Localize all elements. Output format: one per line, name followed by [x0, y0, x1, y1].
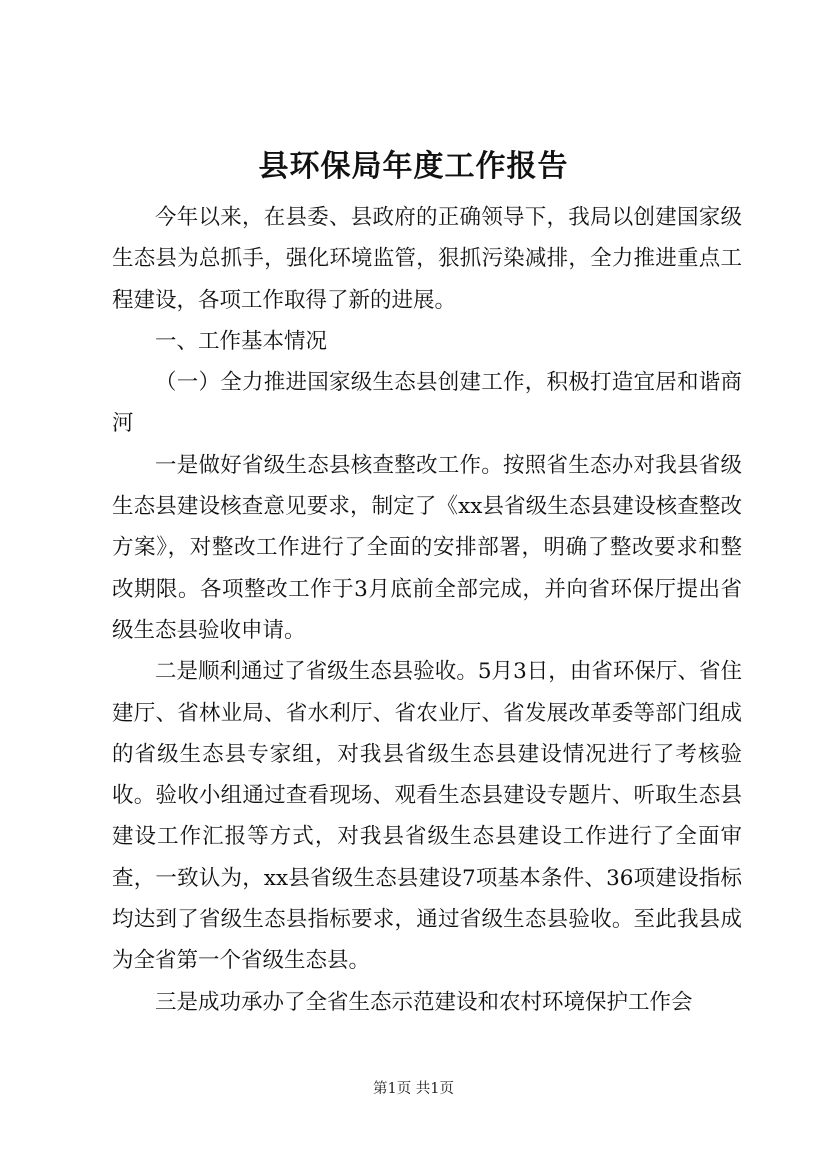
document-body [112, 197, 742, 1023]
paragraph-first-item: 一是做好省级生态县核查整改工作。按照省生态办对我县省级生态县建设核查意见要求，制定了《xx县省级生态县建设核查整改方案》，对整改工作进行了全面的安排部署，明确了整改要求和整改期限。各项整改工作于3月底前全部完成，并向省环保厅提出省级生态县验收申请。 [112, 452, 742, 643]
subsection-heading: （一）全力推进国家级生态县创建工作，积极打造宜居和谐商河 [112, 370, 742, 437]
paragraph-third-item: 三是成功承办了全省生态示范建设和农村环境保护工作会 [155, 989, 693, 1015]
section-heading: 一、工作基本情况 [155, 328, 328, 354]
paragraph-second-item: 二是顺利通过了省级生态县验收。5月3日，由省环保厅、省住建厅、省林业局、省水利厅、省农业厅、省发展改革委等部门组成的省级生态县专家组，对我县省级生态县建设情况进行了考核验收。验收小组通过查看现场、观看生态县建设专题片、听取生态县建设工作汇报等方式，对我县省级生态县建设工作进行了全面审查，一致认为，xx县省级生态县建设7项基本条件、36项建设指标均达到了省级生态县指标要求，通过省级生态县验收。至此我县成为全省第一个省级生态县。 [112, 659, 742, 974]
page-footer: 第1页 共1页 [372, 1081, 455, 1097]
paragraph-intro: 今年以来，在县委、县政府的正确领导下，我局以创建国家级生态县为总抓手，强化环境监管，狠抓污染减排，全力推进重点工程建设，各项工作取得了新的进展。 [112, 205, 742, 313]
document-title: 县环保局年度工作报告 [258, 149, 569, 184]
